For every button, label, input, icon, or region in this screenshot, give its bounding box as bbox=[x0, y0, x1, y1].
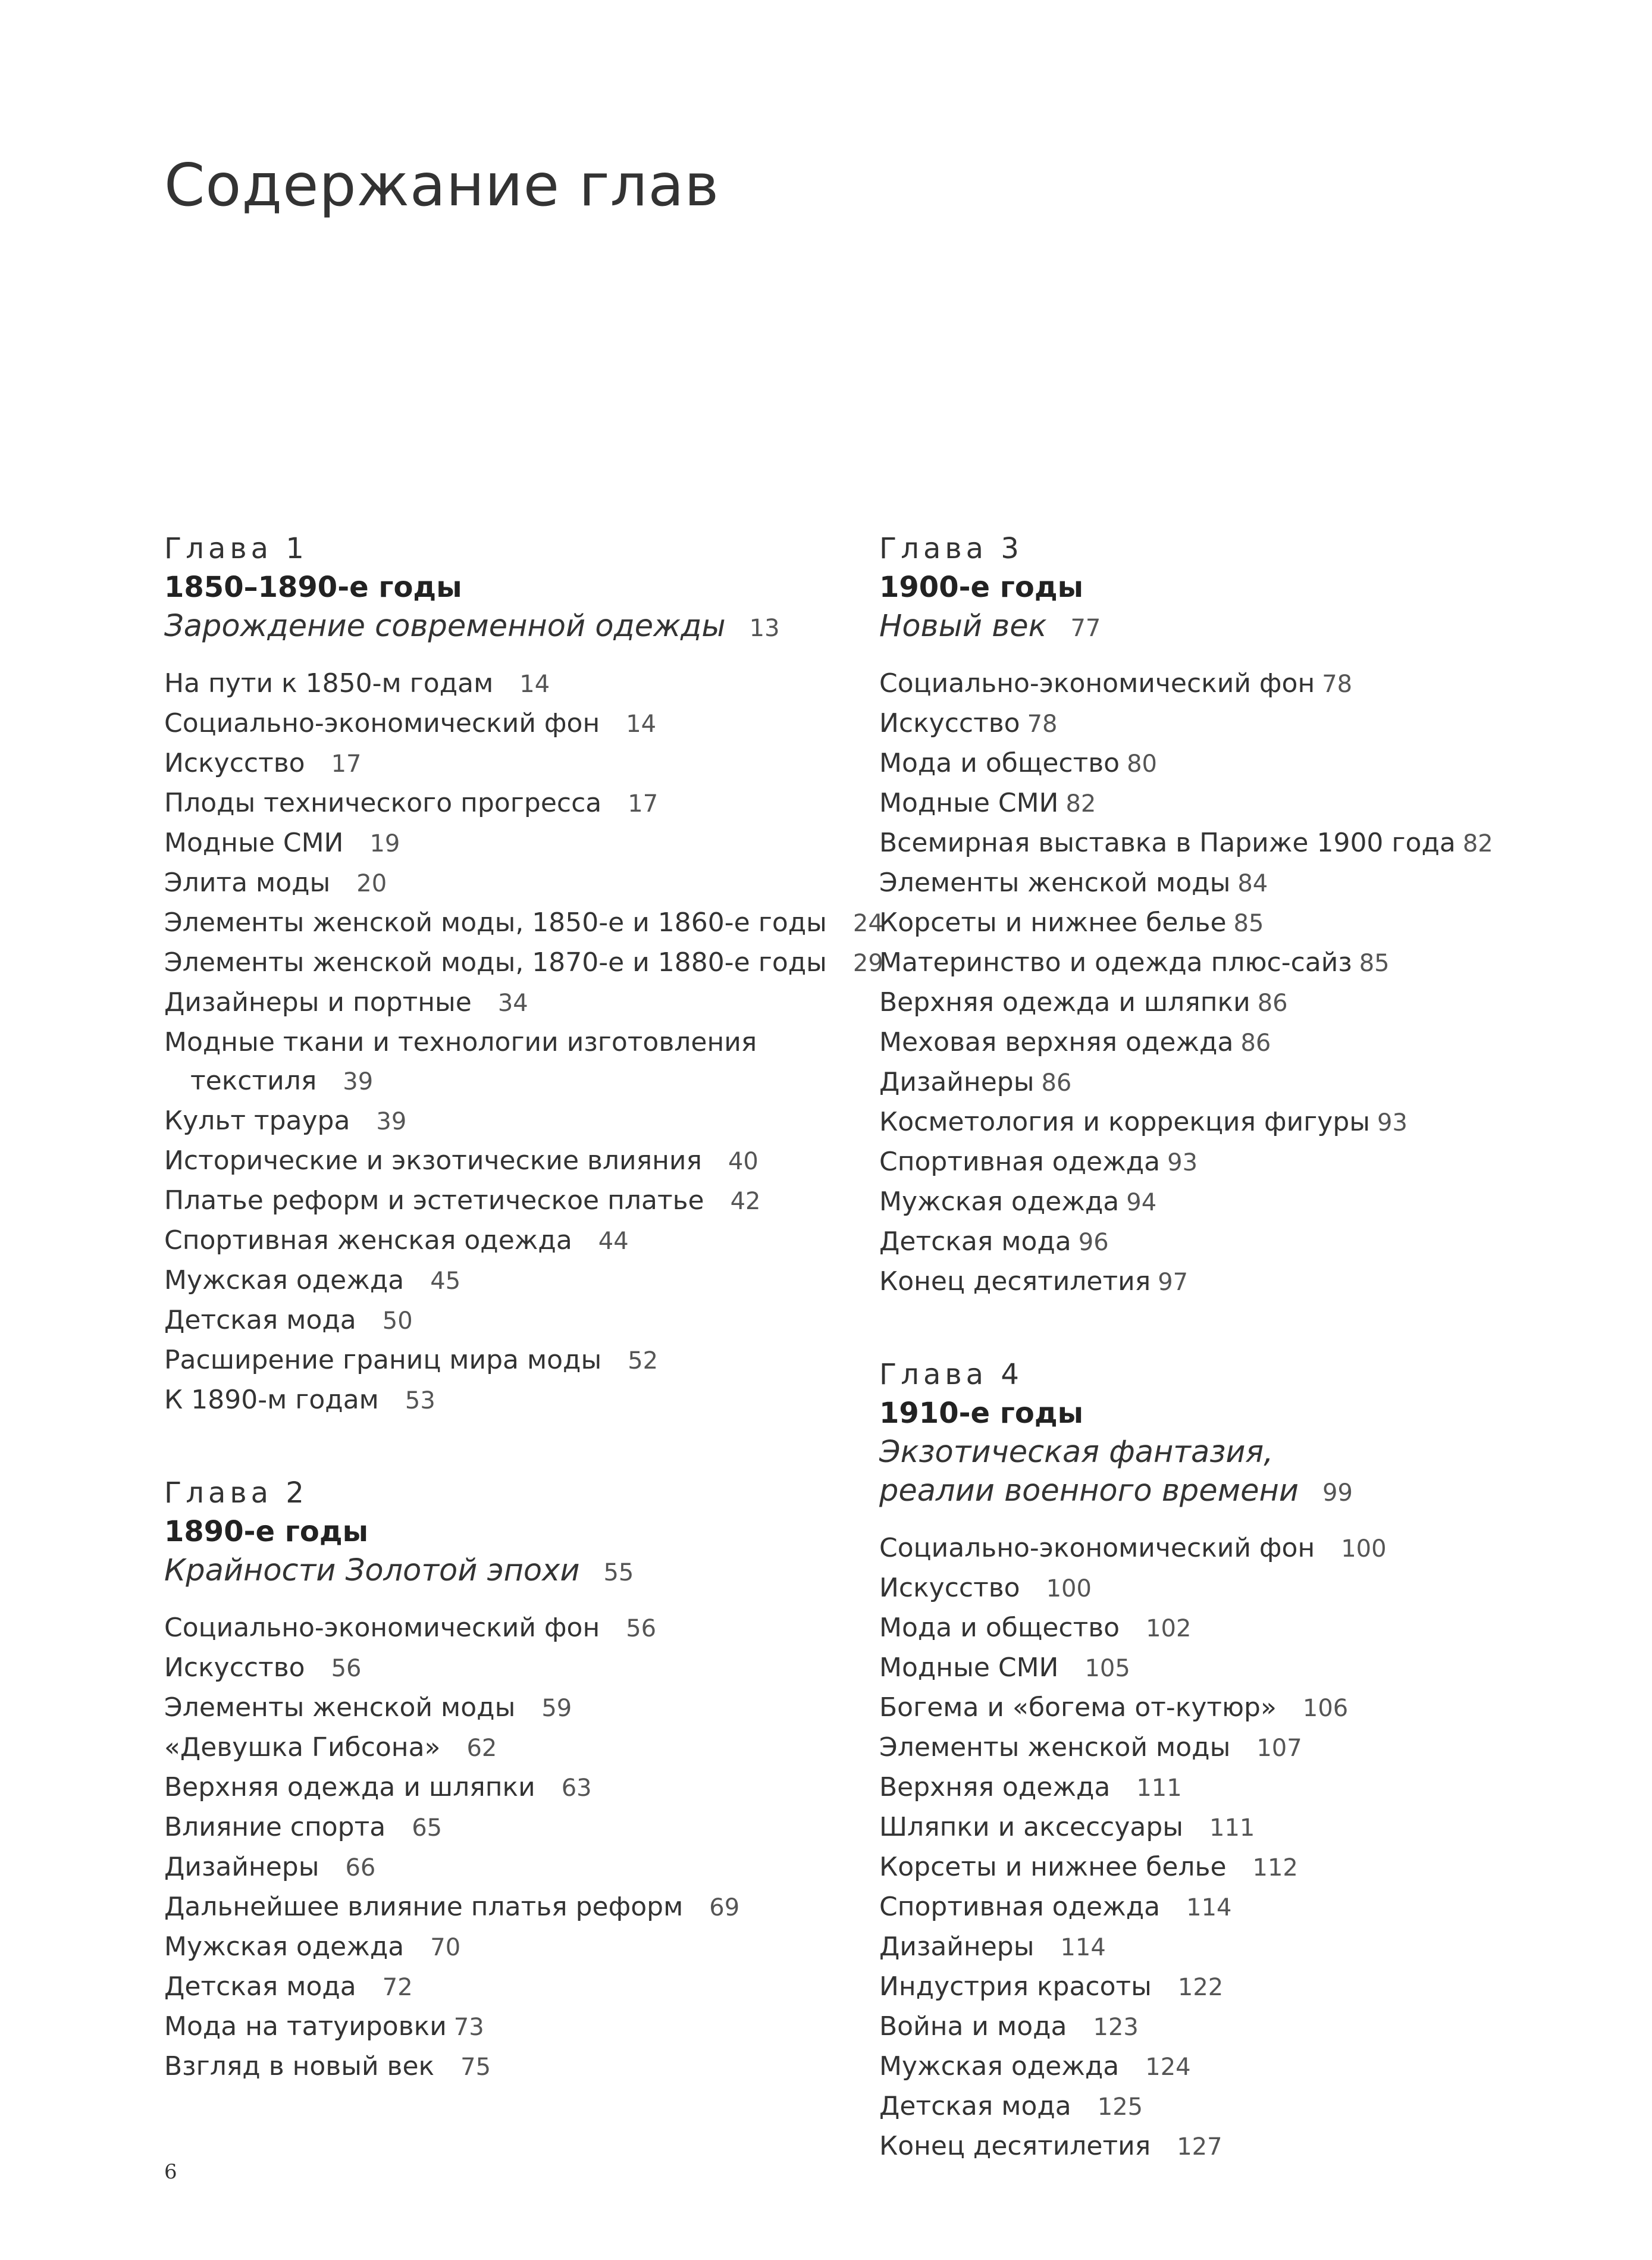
chapter-label: Глава 2 bbox=[164, 1476, 308, 1510]
toc-entry[interactable]: Дизайнеры 86 bbox=[879, 1067, 1072, 1097]
toc-entry[interactable]: Косметология и коррекция фигуры 93 bbox=[879, 1107, 1408, 1137]
toc-entry[interactable]: Всемирная выставка в Париже 1900 года 82 bbox=[879, 828, 1493, 858]
chapter-2 bbox=[164, 1474, 848, 2087]
page-ref: 78 bbox=[1322, 671, 1353, 698]
page-ref: 72 bbox=[382, 1974, 413, 2001]
page-ref: 107 bbox=[1256, 1735, 1302, 1762]
page-ref: 44 bbox=[598, 1228, 629, 1255]
toc-entry[interactable]: Спортивная женская одежда 44 bbox=[164, 1225, 629, 1256]
toc-entry[interactable]: Влияние спорта 65 bbox=[164, 1812, 443, 1842]
page-ref: 106 bbox=[1302, 1695, 1349, 1722]
toc-entry[interactable]: Мужская одежда 45 bbox=[164, 1265, 461, 1295]
toc-entry[interactable]: Искусство 17 bbox=[164, 748, 362, 778]
page-ref: 19 bbox=[369, 830, 400, 857]
page-ref: 17 bbox=[628, 790, 659, 818]
toc-entry[interactable]: Искусство 100 bbox=[879, 1573, 1092, 1603]
page-ref: 85 bbox=[1233, 910, 1264, 937]
toc-column-right bbox=[879, 530, 1563, 2220]
toc-entry[interactable]: Элита моды 20 bbox=[164, 868, 387, 898]
toc-entry[interactable]: Элементы женской моды 84 bbox=[879, 868, 1268, 898]
toc-entry[interactable]: Модные СМИ 82 bbox=[879, 788, 1096, 818]
toc-entry[interactable]: «Девушка Гибсона» 62 bbox=[164, 1732, 497, 1763]
page-ref: 56 bbox=[626, 1615, 657, 1642]
toc-entry[interactable]: Мода на татуировки 73 bbox=[164, 2011, 484, 2042]
page-ref: 56 bbox=[331, 1655, 362, 1682]
toc-entry[interactable]: Плоды технического прогресса 17 bbox=[164, 788, 659, 818]
toc-entry[interactable]: Социально-экономический фон 14 bbox=[164, 708, 657, 738]
page-ref: 66 bbox=[345, 1854, 376, 1882]
toc-column-left bbox=[164, 530, 883, 2140]
page-ref: 105 bbox=[1084, 1655, 1130, 1682]
toc-entry[interactable]: Дизайнеры и портные 34 bbox=[164, 987, 528, 1018]
page-ref: 75 bbox=[460, 2054, 491, 2081]
chapter-years: 1910-е годы bbox=[879, 1397, 1084, 1430]
toc-entry[interactable]: Дизайнеры 114 bbox=[879, 1932, 1106, 1962]
toc-entry[interactable]: Расширение границ мира моды 52 bbox=[164, 1345, 659, 1375]
chapter-subtitle: Зарождение современной одежды 13 bbox=[164, 609, 780, 644]
toc-entry[interactable]: Модные СМИ 19 bbox=[164, 828, 400, 858]
chapter-subtitle: Крайности Золотой эпохи 55 bbox=[164, 1553, 634, 1588]
toc-entry[interactable]: На пути к 1850-м годам 14 bbox=[164, 668, 550, 699]
entry-list bbox=[164, 1608, 848, 2087]
toc-entry[interactable]: К 1890-м годам 53 bbox=[164, 1385, 435, 1415]
toc-entry[interactable]: Мода и общество 102 bbox=[879, 1613, 1192, 1643]
chapter-subtitle: Экзотическая фантазия, bbox=[879, 1435, 1274, 1470]
page-ref: 52 bbox=[628, 1347, 659, 1375]
page-ref: 84 bbox=[1237, 870, 1268, 897]
page-ref: 122 bbox=[1177, 1974, 1224, 2001]
page-ref: 114 bbox=[1060, 1934, 1106, 1961]
toc-entry[interactable]: Взгляд в новый век 75 bbox=[164, 2051, 491, 2081]
page-ref: 97 bbox=[1158, 1269, 1189, 1296]
chapter-label: Глава 3 bbox=[879, 532, 1023, 565]
page-title: Содержание глав bbox=[164, 152, 720, 220]
toc-entry[interactable]: Богема и «богема от-кутюр» 106 bbox=[879, 1692, 1349, 1723]
page-ref: 125 bbox=[1097, 2093, 1143, 2121]
toc-entry[interactable]: Индустрия красоты 122 bbox=[879, 1971, 1224, 2002]
chapter-subtitle-line2: реалии военного времени 99 bbox=[879, 1473, 1353, 1508]
page-ref: 39 bbox=[343, 1068, 374, 1095]
page-ref: 45 bbox=[430, 1267, 461, 1295]
toc-entry[interactable]: Культ траура 39 bbox=[164, 1106, 407, 1136]
toc-entry[interactable]: Спортивная одежда 114 bbox=[879, 1892, 1232, 1922]
toc-entry[interactable]: Мода и общество 80 bbox=[879, 748, 1157, 778]
page-ref: 39 bbox=[376, 1108, 407, 1135]
page-ref: 112 bbox=[1252, 1854, 1298, 1882]
page-ref: 102 bbox=[1146, 1615, 1192, 1642]
page-ref: 62 bbox=[466, 1735, 497, 1762]
toc-entry[interactable]: Мужская одежда 70 bbox=[164, 1932, 461, 1962]
page-ref: 55 bbox=[603, 1559, 634, 1586]
toc-entry[interactable]: Искусство 78 bbox=[879, 708, 1058, 738]
toc-entry[interactable]: Детская мода 96 bbox=[879, 1226, 1109, 1257]
toc-entry[interactable]: Шляпки и аксессуары 111 bbox=[879, 1812, 1255, 1842]
page-number: 6 bbox=[164, 2160, 177, 2184]
chapter-subtitle: Новый век 77 bbox=[879, 609, 1101, 644]
toc-entry[interactable]: Исторические и экзотические влияния 40 bbox=[164, 1145, 758, 1176]
toc-entry[interactable]: Верхняя одежда и шляпки 63 bbox=[164, 1772, 592, 1802]
page-ref: 114 bbox=[1186, 1894, 1232, 1921]
chapter-years: 1890-е годы bbox=[164, 1515, 369, 1548]
toc-entry[interactable]: Модные СМИ 105 bbox=[879, 1652, 1130, 1683]
page-ref: 96 bbox=[1078, 1229, 1109, 1256]
toc-entry[interactable]: Дальнейшее влияние платья реформ 69 bbox=[164, 1892, 740, 1922]
chapter-4 bbox=[879, 1356, 1563, 2167]
page-ref: 100 bbox=[1341, 1535, 1387, 1563]
toc-entry[interactable]: Мужская одежда 124 bbox=[879, 2051, 1191, 2081]
page-ref: 65 bbox=[412, 1814, 443, 1842]
page-ref: 63 bbox=[561, 1774, 592, 1802]
page-ref: 86 bbox=[1257, 990, 1288, 1017]
page-ref: 93 bbox=[1377, 1109, 1408, 1137]
page-ref: 20 bbox=[356, 870, 387, 897]
page-ref: 42 bbox=[730, 1188, 761, 1215]
toc-entry[interactable]: Детская мода 72 bbox=[164, 1971, 413, 2002]
toc-entry[interactable]: Корсеты и нижнее белье 112 bbox=[879, 1852, 1298, 1882]
page-ref: 53 bbox=[405, 1387, 435, 1414]
page-ref: 82 bbox=[1462, 830, 1493, 857]
toc-entry[interactable]: Элементы женской моды 107 bbox=[879, 1732, 1302, 1763]
toc-entry[interactable]: Социально-экономический фон 100 bbox=[879, 1533, 1387, 1563]
chapter-label: Глава 4 bbox=[879, 1358, 1023, 1391]
page-ref: 24 bbox=[852, 910, 883, 937]
chapter-1 bbox=[164, 530, 883, 1420]
toc-entry[interactable]: Война и мода 123 bbox=[879, 2011, 1139, 2042]
toc-entry[interactable]: Искусство 56 bbox=[164, 1652, 362, 1683]
page-ref: 34 bbox=[497, 990, 528, 1017]
chapter-years: 1900-е годы bbox=[879, 571, 1084, 604]
page-ref: 111 bbox=[1136, 1774, 1182, 1802]
chapter-label: Глава 1 bbox=[164, 532, 308, 565]
toc-entry[interactable]: Социально-экономический фон 78 bbox=[879, 668, 1353, 699]
page-ref: 123 bbox=[1093, 2014, 1139, 2041]
chapter-3 bbox=[879, 530, 1563, 1302]
toc-entry[interactable]: Верхняя одежда 111 bbox=[879, 1772, 1182, 1802]
page-ref: 14 bbox=[626, 710, 657, 738]
toc-entry[interactable]: Конец десятилетия 127 bbox=[879, 2131, 1222, 2161]
page-ref: 99 bbox=[1322, 1479, 1353, 1507]
toc-entry[interactable]: Элементы женской моды, 1850-е и 1860-е годы 24 bbox=[164, 907, 883, 938]
entry-list bbox=[879, 1529, 1563, 2167]
page-ref: 100 bbox=[1046, 1575, 1092, 1602]
toc-entry[interactable]: Детская мода 125 bbox=[879, 2091, 1143, 2121]
page-ref: 40 bbox=[728, 1148, 758, 1175]
toc-entry[interactable]: Конец десятилетия 97 bbox=[879, 1266, 1189, 1297]
toc-entry[interactable]: Платье реформ и эстетическое платье 42 bbox=[164, 1185, 761, 1216]
page-ref: 13 bbox=[749, 615, 780, 642]
page-ref: 69 bbox=[709, 1894, 740, 1921]
toc-entry[interactable]: Материнство и одежда плюс-сайз 85 bbox=[879, 947, 1390, 978]
toc-entry[interactable]: Корсеты и нижнее белье 85 bbox=[879, 907, 1264, 938]
page-ref: 94 bbox=[1126, 1189, 1157, 1216]
page-ref: 85 bbox=[1359, 950, 1390, 977]
page-ref: 70 bbox=[430, 1934, 461, 1961]
toc-entry[interactable]: Детская мода 50 bbox=[164, 1305, 413, 1335]
page-ref: 29 bbox=[852, 950, 883, 977]
toc-entry[interactable]: Спортивная одежда 93 bbox=[879, 1147, 1198, 1177]
entry-list bbox=[879, 664, 1563, 1302]
toc-entry[interactable]: Модные ткани и технологии изготовления текстиля 39 bbox=[164, 1027, 757, 1096]
toc-entry[interactable]: Дизайнеры 66 bbox=[164, 1852, 376, 1882]
page-ref: 80 bbox=[1127, 750, 1157, 778]
toc-entry[interactable]: Меховая верхняя одежда 86 bbox=[879, 1027, 1271, 1057]
entry-list bbox=[164, 664, 883, 1420]
page-ref: 86 bbox=[1041, 1069, 1072, 1097]
toc-entry[interactable]: Элементы женской моды, 1870-е и 1880-е годы 29 bbox=[164, 947, 883, 978]
page-ref: 82 bbox=[1065, 790, 1096, 818]
page-ref: 127 bbox=[1177, 2133, 1222, 2161]
toc-entry[interactable]: Социально-экономический фон 56 bbox=[164, 1613, 657, 1643]
page-ref: 124 bbox=[1145, 2054, 1191, 2081]
toc-entry[interactable]: Верхняя одежда и шляпки 86 bbox=[879, 987, 1288, 1018]
page-ref: 93 bbox=[1167, 1149, 1198, 1176]
chapter-years: 1850–1890-е годы bbox=[164, 571, 462, 604]
toc-entry[interactable]: Мужская одежда 94 bbox=[879, 1187, 1157, 1217]
page-ref: 86 bbox=[1240, 1029, 1271, 1057]
page-ref: 14 bbox=[519, 671, 550, 698]
page-ref: 50 bbox=[382, 1307, 413, 1335]
page-ref: 59 bbox=[541, 1695, 572, 1722]
page-ref: 111 bbox=[1209, 1814, 1255, 1842]
page-ref: 17 bbox=[331, 750, 362, 778]
page-ref: 78 bbox=[1027, 710, 1058, 738]
toc-entry[interactable]: Элементы женской моды 59 bbox=[164, 1692, 572, 1723]
page-ref: 77 bbox=[1070, 615, 1101, 642]
page-ref: 73 bbox=[453, 2014, 484, 2041]
